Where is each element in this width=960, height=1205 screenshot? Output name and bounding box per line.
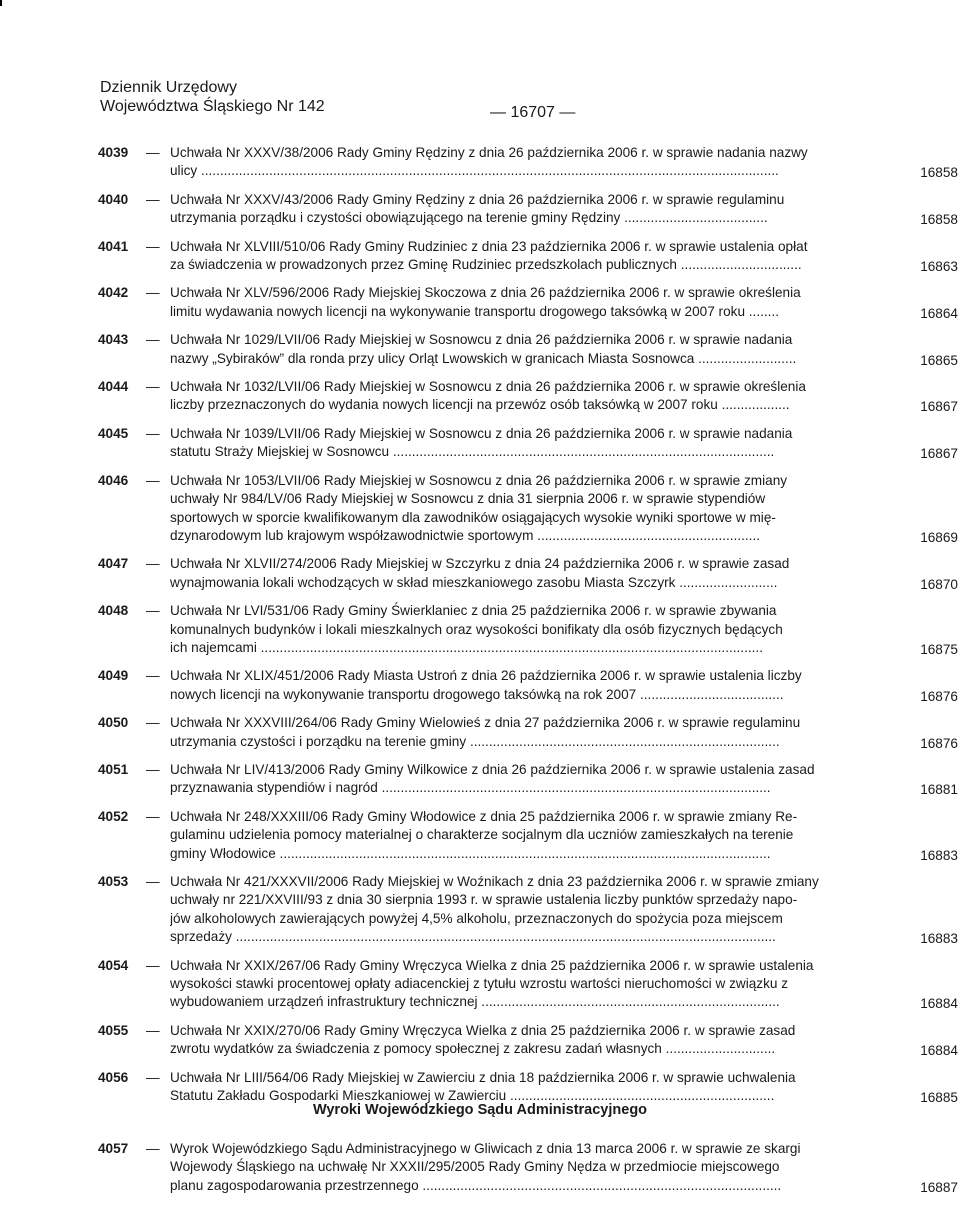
- entry-title-line: wynajmowania lokali wchodzących w skład mieszkaniowego zasobu Miasta Szczyrk ..........................: [170, 574, 778, 590]
- toc-entry: [98, 602, 960, 657]
- entry-dash: —: [146, 957, 160, 973]
- entry-title-line: Statutu Zakładu Gospodarki Mieszkaniowej w Zawierciu ......................................................................: [170, 1088, 775, 1104]
- entry-title-line: Uchwała Nr XXXV/38/2006 Rady Gminy Rędziny z dnia 26 października 2006 r. w sprawie nadania nazwy: [170, 145, 808, 160]
- entry-dash: —: [146, 761, 160, 777]
- entry-title: [170, 238, 886, 275]
- entry-dash: —: [146, 191, 160, 207]
- entry-dash: —: [146, 472, 160, 488]
- entry-dash: —: [146, 1141, 160, 1156]
- entry-page-ref: 16864: [920, 305, 958, 321]
- entry-number: 4057: [98, 1141, 129, 1156]
- entry-title-line: uchwały nr 221/XXVIII/93 z dnia 30 sierpnia 1993 r. w sprawie ustalenia liczby punktów sprzedaży napo-: [170, 892, 798, 908]
- entry-title-line: Uchwała Nr 1032/LVII/06 Rady Miejskiej w Sosnowcu z dnia 26 października 2006 r. w sprawie określenia: [170, 379, 806, 395]
- entry-number: 4040: [98, 191, 129, 207]
- entry-page-ref: 16887: [920, 1179, 958, 1195]
- entry-title-line: utrzymania porządku i czystości obowiązującego na terenie gminy Rędziny ......................................: [170, 210, 768, 226]
- entry-number: 4050: [98, 715, 129, 731]
- entry-title-line: Uchwała Nr 1029/LVII/06 Rady Miejskiej w Sosnowcu z dnia 26 października 2006 r. w sprawie nadania: [170, 332, 793, 348]
- entry-title-line: Uchwała Nr XLIX/451/2006 Rady Miasta Ustroń z dnia 26 października 2006 r. w sprawie ustalenia liczby: [170, 668, 802, 684]
- entry-page-ref: 16863: [920, 259, 958, 275]
- entry-number: 4052: [98, 808, 129, 824]
- entry-number: 4053: [98, 874, 129, 889]
- entry-title-line: za świadczenia w prowadzonych przez Gminę Rudziniec przedszkolach publicznych ................................: [170, 257, 802, 273]
- table-of-contents-judgments: [98, 1140, 960, 1205]
- entry-title: [170, 191, 886, 228]
- toc-entry: [98, 808, 960, 863]
- entry-dash: —: [146, 1069, 160, 1085]
- entry-title-line: dzynarodowym lub krajowym współzawodnictwie sportowym ...........................................................: [170, 527, 760, 543]
- entry-title-line: Uchwała Nr XXIX/267/06 Rady Gminy Wręczyca Wielka z dnia 25 października 2006 r. w sprawie ustalenia: [170, 957, 814, 973]
- entry-page-ref: 16876: [920, 688, 958, 704]
- entry-title: [170, 1022, 886, 1059]
- entry-number: 4048: [98, 603, 129, 619]
- entry-page-ref: 16884: [920, 996, 958, 1012]
- entry-title-line: Uchwała Nr 1053/LVII/06 Rady Miejskiej w Sosnowcu z dnia 26 października 2006 r. w sprawie zmiany: [170, 472, 788, 488]
- entry-number: 4043: [98, 332, 129, 348]
- entry-title-line: Uchwała Nr XXXVIII/264/06 Rady Gminy Wielowieś z dnia 27 października 2006 r. w sprawie regulaminu: [170, 715, 801, 731]
- entry-dash: —: [146, 603, 160, 619]
- entry-title-line: planu zagospodarowania przestrzennego ...............................................................................................: [170, 1177, 782, 1193]
- entry-title: [170, 378, 886, 415]
- entry-title-line: uchwały Nr 984/LV/06 Rady Miejskiej w Sosnowcu z dnia 31 sierpnia 2006 r. w sprawie stypendiów: [170, 491, 766, 507]
- entry-number: 4055: [98, 1022, 129, 1038]
- entry-number: 4039: [98, 145, 129, 160]
- entry-title-line: wybudowaniem urządzeń infrastruktury technicznej ...............................................................................: [170, 994, 780, 1010]
- toc-entry: [98, 378, 960, 415]
- entry-title-line: ulicy .........................................................................................................................................................: [170, 163, 779, 179]
- entry-title-line: Uchwała Nr LVI/531/06 Rady Gminy Świerklaniec z dnia 25 października 2006 r. w sprawie zbywania: [170, 603, 777, 619]
- entry-number: 4045: [98, 425, 129, 441]
- toc-entry: [98, 191, 960, 228]
- entry-title-line: Wojewody Śląskiego na uchwałę Nr XXXII/295/2005 Rady Gminy Nędza w przedmiocie miejscowego: [170, 1159, 780, 1175]
- entry-title-line: limitu wydawania nowych licencji na wykonywanie transportu drogowego taksówką w 2007 roku ........: [170, 303, 779, 319]
- toc-entry: [98, 957, 960, 1012]
- entry-page-ref: 16885: [920, 1090, 958, 1106]
- entry-dash: —: [146, 1022, 160, 1038]
- entry-title: [170, 144, 886, 181]
- toc-entry: [98, 555, 960, 592]
- entry-number: 4049: [98, 668, 129, 684]
- entry-title-line: gminy Włodowice ..................................................................................................................................: [170, 845, 771, 861]
- entry-page-ref: 16881: [920, 782, 958, 798]
- entry-title: [170, 667, 886, 704]
- entry-title-line: sportowych w sporcie kwalifikowanym dla zawodników osiągających wysokie wyniki sportowe w mię-: [170, 509, 776, 525]
- entry-page-ref: 16865: [920, 352, 958, 368]
- entry-page-ref: 16858: [920, 212, 958, 228]
- entry-title-line: komunalnych budynków i lokali mieszkalnych oraz wysokości bonifikaty dla osób fizycznych będących: [170, 621, 783, 637]
- entry-title-line: Uchwała Nr XXIX/270/06 Rady Gminy Wręczyca Wielka z dnia 25 października 2006 r. w sprawie zasad: [170, 1022, 796, 1038]
- entry-title-line: ich najemcami .....................................................................................................................................: [170, 639, 763, 655]
- entry-title-line: Uchwała Nr LIII/564/06 Rady Miejskiej w Zawierciu z dnia 18 października 2006 r. w sprawie uchwalenia: [170, 1069, 796, 1085]
- entry-title-line: Uchwała Nr 1039/LVII/06 Rady Miejskiej w Sosnowcu z dnia 26 października 2006 r. w sprawie nadania: [170, 425, 793, 441]
- toc-entry: [98, 873, 960, 947]
- toc-entry: [98, 1069, 960, 1106]
- entry-title: [170, 873, 886, 947]
- entry-title-line: Wyrok Wojewódzkiego Sądu Administracyjnego w Gliwicach z dnia 13 marca 2006 r. w sprawie ze skargi: [170, 1141, 801, 1156]
- toc-entry: [98, 714, 960, 751]
- entry-dash: —: [146, 238, 160, 254]
- entry-title-line: Uchwała Nr 248/XXXIII/06 Rady Gminy Włodowice z dnia 25 października 2006 r. w sprawie zmiany Re-: [170, 808, 798, 824]
- entry-number: 4047: [98, 556, 129, 572]
- entry-dash: —: [146, 556, 160, 572]
- entry-dash: —: [146, 874, 160, 889]
- toc-entry: [98, 144, 960, 181]
- entry-page-ref: 16867: [920, 399, 958, 415]
- entry-number: 4044: [98, 379, 129, 395]
- entry-title-line: przyznawania stypendiów i nagród .......................................................................................................: [170, 780, 771, 796]
- table-of-contents: [98, 144, 960, 1115]
- entry-number: 4042: [98, 285, 129, 301]
- toc-entry: [98, 425, 960, 462]
- entry-title-line: Uchwała Nr XLVII/274/2006 Rady Miejskiej w Szczyrku z dnia 24 października 2006 r. w sprawie zasad: [170, 556, 790, 572]
- entry-number: 4051: [98, 761, 129, 777]
- toc-entry: [98, 667, 960, 704]
- entry-page-ref: 16867: [920, 446, 958, 462]
- entry-title-line: Uchwała Nr XLVIII/510/06 Rady Gminy Rudziniec z dnia 23 października 2006 r. w sprawie ustalenia opłat: [170, 238, 808, 254]
- entry-page-ref: 16869: [920, 529, 958, 545]
- entry-title: [170, 472, 886, 546]
- entry-title: [170, 957, 886, 1012]
- journal-issue: Województwa Śląskiego Nr 142: [100, 98, 325, 115]
- journal-title: Dziennik Urzędowy: [100, 79, 237, 96]
- entry-title-line: statutu Straży Miejskiej w Sosnowcu .....................................................................................................: [170, 444, 775, 460]
- entry-title-line: gulaminu udzielenia pomocy materialnej o charakterze socjalnym dla uczniów zamieszkałych na terenie: [170, 827, 794, 843]
- entry-title-line: wysokości stawki procentowej opłaty adiacenckiej z tytułu wzrostu wartości nieruchomości w związku z: [170, 976, 788, 992]
- entry-title-line: jów alkoholowych zawierających powyżej 4,5% alkoholu, przeznaczonych do spożycia poza miejscem: [170, 910, 783, 926]
- toc-entry: [98, 472, 960, 546]
- entry-page-ref: 16883: [920, 847, 958, 863]
- entry-dash: —: [146, 808, 160, 824]
- entry-title: [170, 1140, 886, 1195]
- entry-number: 4046: [98, 472, 129, 488]
- toc-entry: [98, 1022, 960, 1059]
- entry-dash: —: [146, 668, 160, 684]
- entry-dash: —: [146, 379, 160, 395]
- toc-entry: [98, 761, 960, 798]
- toc-entry: [98, 331, 960, 368]
- entry-title-line: nazwy „Sybiraków” dla ronda przy ulicy Orląt Lwowskich w granicach Miasta Sosnowca ..........................: [170, 350, 797, 366]
- entry-page-ref: 16875: [920, 641, 958, 657]
- entry-title: [170, 761, 886, 798]
- entry-title-line: zwrotu wydatków za świadczenia z pomocy społecznej z zakresu zadań własnych .............................: [170, 1041, 776, 1057]
- entry-page-ref: 16884: [920, 1043, 958, 1059]
- entry-title-line: nowych licencji na wykonywanie transportu drogowego taksówką na rok 2007 ......................................: [170, 686, 784, 702]
- entry-page-ref: 16883: [920, 931, 958, 947]
- entry-title: [170, 555, 886, 592]
- entry-number: 4054: [98, 957, 129, 973]
- entry-page-ref: 16876: [920, 735, 958, 751]
- entry-title: [170, 714, 886, 751]
- entry-dash: —: [146, 425, 160, 441]
- entry-title: [170, 425, 886, 462]
- entry-dash: —: [146, 332, 160, 348]
- entry-title-line: liczby przeznaczonych do wydania nowych licencji na przewóz osób taksówką w 2007 roku ..................: [170, 397, 790, 413]
- entry-title-line: Uchwała Nr XXXV/43/2006 Rady Gminy Rędziny z dnia 26 października 2006 r. w sprawie regulaminu: [170, 191, 785, 207]
- entry-title-line: Uchwała Nr 421/XXXVII/2006 Rady Miejskiej w Woźnikach z dnia 23 października 2006 r. w sprawie zmiany: [170, 874, 819, 889]
- corner-crop-mark: [0, 0, 2, 6]
- entry-title: [170, 284, 886, 321]
- entry-title-line: Uchwała Nr LIV/413/2006 Rady Gminy Wilkowice z dnia 26 października 2006 r. w sprawie ustalenia zasad: [170, 761, 815, 777]
- section-title: Wyroki Wojewódzkiego Sądu Administracyjnego: [312, 1102, 648, 1118]
- entry-dash: —: [146, 145, 160, 160]
- journal-header: [100, 78, 325, 116]
- entry-title-line: sprzedaży ...............................................................................................................................................: [170, 929, 776, 945]
- entry-number: 4056: [98, 1069, 129, 1085]
- entry-dash: —: [146, 285, 160, 301]
- entry-page-ref: 16858: [920, 165, 958, 181]
- entry-dash: —: [146, 715, 160, 731]
- entry-title: [170, 602, 886, 657]
- entry-number: 4041: [98, 238, 129, 254]
- entry-title: [170, 331, 886, 368]
- entry-title-line: utrzymania czystości i porządku na terenie gminy ..................................................................................: [170, 733, 780, 749]
- entry-title: [170, 1069, 886, 1106]
- page-number: — 16707 —: [490, 104, 576, 121]
- entry-page-ref: 16870: [920, 576, 958, 592]
- toc-entry: [98, 284, 960, 321]
- toc-entry: [98, 1140, 960, 1195]
- toc-entry: [98, 238, 960, 275]
- entry-title-line: Uchwała Nr XLV/596/2006 Rady Miejskiej Skoczowa z dnia 26 października 2006 r. w sprawie określenia: [170, 285, 801, 301]
- entry-title: [170, 808, 886, 863]
